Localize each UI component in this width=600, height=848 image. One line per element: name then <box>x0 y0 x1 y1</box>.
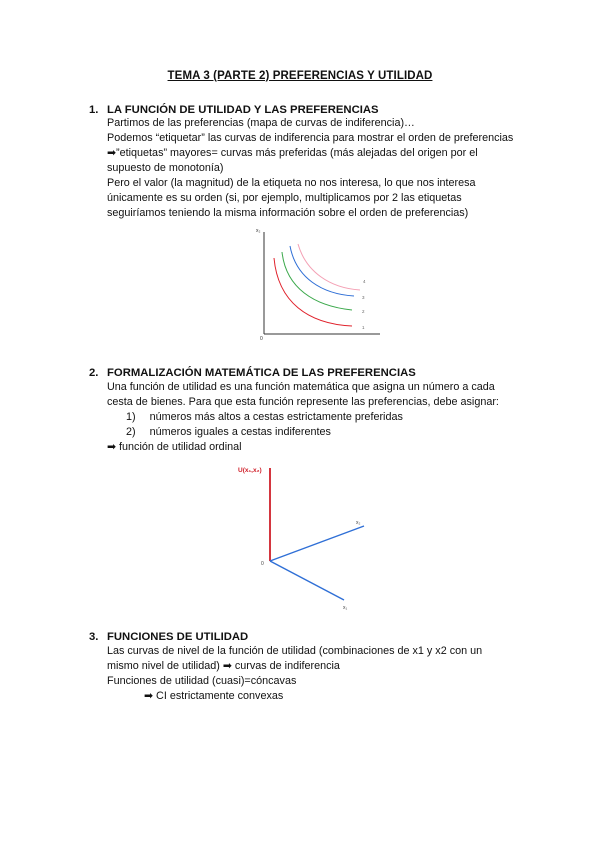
section-3-number: 3. <box>89 631 99 643</box>
section-1-line: ➡”etiquetas” mayores= curvas más preferidas (más alejadas del origen por el <box>107 147 478 159</box>
fig1-y-label: x₂ <box>256 228 261 234</box>
section-3-heading <box>89 631 248 643</box>
curve-label-1: 1 <box>362 325 365 330</box>
indifference-curve-2 <box>282 252 352 310</box>
fig2-x1-axis <box>270 561 344 600</box>
list-item-2 <box>126 426 331 439</box>
section-1-line: únicamente es su orden (si, por ejemplo, multiplicamos por 2 las etiquetas <box>107 192 462 204</box>
section-3-line: Funciones de utilidad (cuasi)=cóncavas <box>107 675 297 687</box>
indifference-curve-4 <box>298 244 360 290</box>
list-marker: 2) <box>126 426 136 438</box>
section-3-line: Las curvas de nivel de la función de utilidad (combinaciones de x1 y x2 con un <box>107 645 483 657</box>
section-3-indented: ➡ CI estrictamente convexas <box>144 690 284 702</box>
curve-label-2: 2 <box>362 309 365 314</box>
section-1-line: Pero el valor (la magnitud) de la etiqueta no nos interesa, lo que nos interesa <box>107 177 476 189</box>
page-title: TEMA 3 (PARTE 2) PREFERENCIAS Y UTILIDAD <box>167 70 433 82</box>
indifference-map-figure <box>252 222 392 346</box>
list-marker: 1) <box>126 411 136 423</box>
fig2-x1-label: x₁ <box>343 605 348 611</box>
fig2-x2-axis <box>270 526 364 561</box>
section-1-heading <box>89 104 379 116</box>
section-1-line: seguiríamos teniendo la misma información sobre el orden de preferencias) <box>107 207 469 219</box>
utility-function-axes-figure <box>232 458 372 618</box>
section-1-number: 1. <box>89 104 99 116</box>
section-2-number: 2. <box>89 367 99 379</box>
list-text: números iguales a cestas indiferentes <box>149 426 331 438</box>
section-2-conclusion: ➡ función de utilidad ordinal <box>107 441 242 453</box>
fig1-origin-label: 0 <box>260 336 263 342</box>
curve-label-3: 3 <box>362 295 365 300</box>
list-item-1 <box>126 411 403 424</box>
curve-label-4: 4 <box>363 279 366 284</box>
section-2-heading <box>89 367 416 379</box>
section-2-title: FORMALIZACIÓN MATEMÁTICA DE LAS PREFERENCIAS <box>107 367 416 379</box>
section-2-line: cesta de bienes. Para que esta función represente las preferencias, debe asignar: <box>107 396 499 408</box>
fig2-x2-label: x₂ <box>356 520 361 526</box>
section-1-line: Partimos de las preferencias (mapa de curvas de indiferencia)… <box>107 117 415 129</box>
section-2-line: Una función de utilidad es una función matemática que asigna un número a cada <box>107 381 495 393</box>
fig2-origin-label: 0 <box>261 561 264 567</box>
section-3-line: mismo nivel de utilidad) ➡ curvas de indiferencia <box>107 660 340 672</box>
fig2-u-label: U(x₁,x₂) <box>238 467 262 474</box>
list-text: números más altos a cestas estrictamente preferidas <box>149 411 403 423</box>
section-1-line: Podemos “etiquetar” las curvas de indiferencia para mostrar el orden de preferencias <box>107 132 514 144</box>
section-3-title: FUNCIONES DE UTILIDAD <box>107 631 249 643</box>
section-1-line: supuesto de monotonía) <box>107 162 224 174</box>
section-1-title: LA FUNCIÓN DE UTILIDAD Y LAS PREFERENCIAS <box>107 104 379 116</box>
